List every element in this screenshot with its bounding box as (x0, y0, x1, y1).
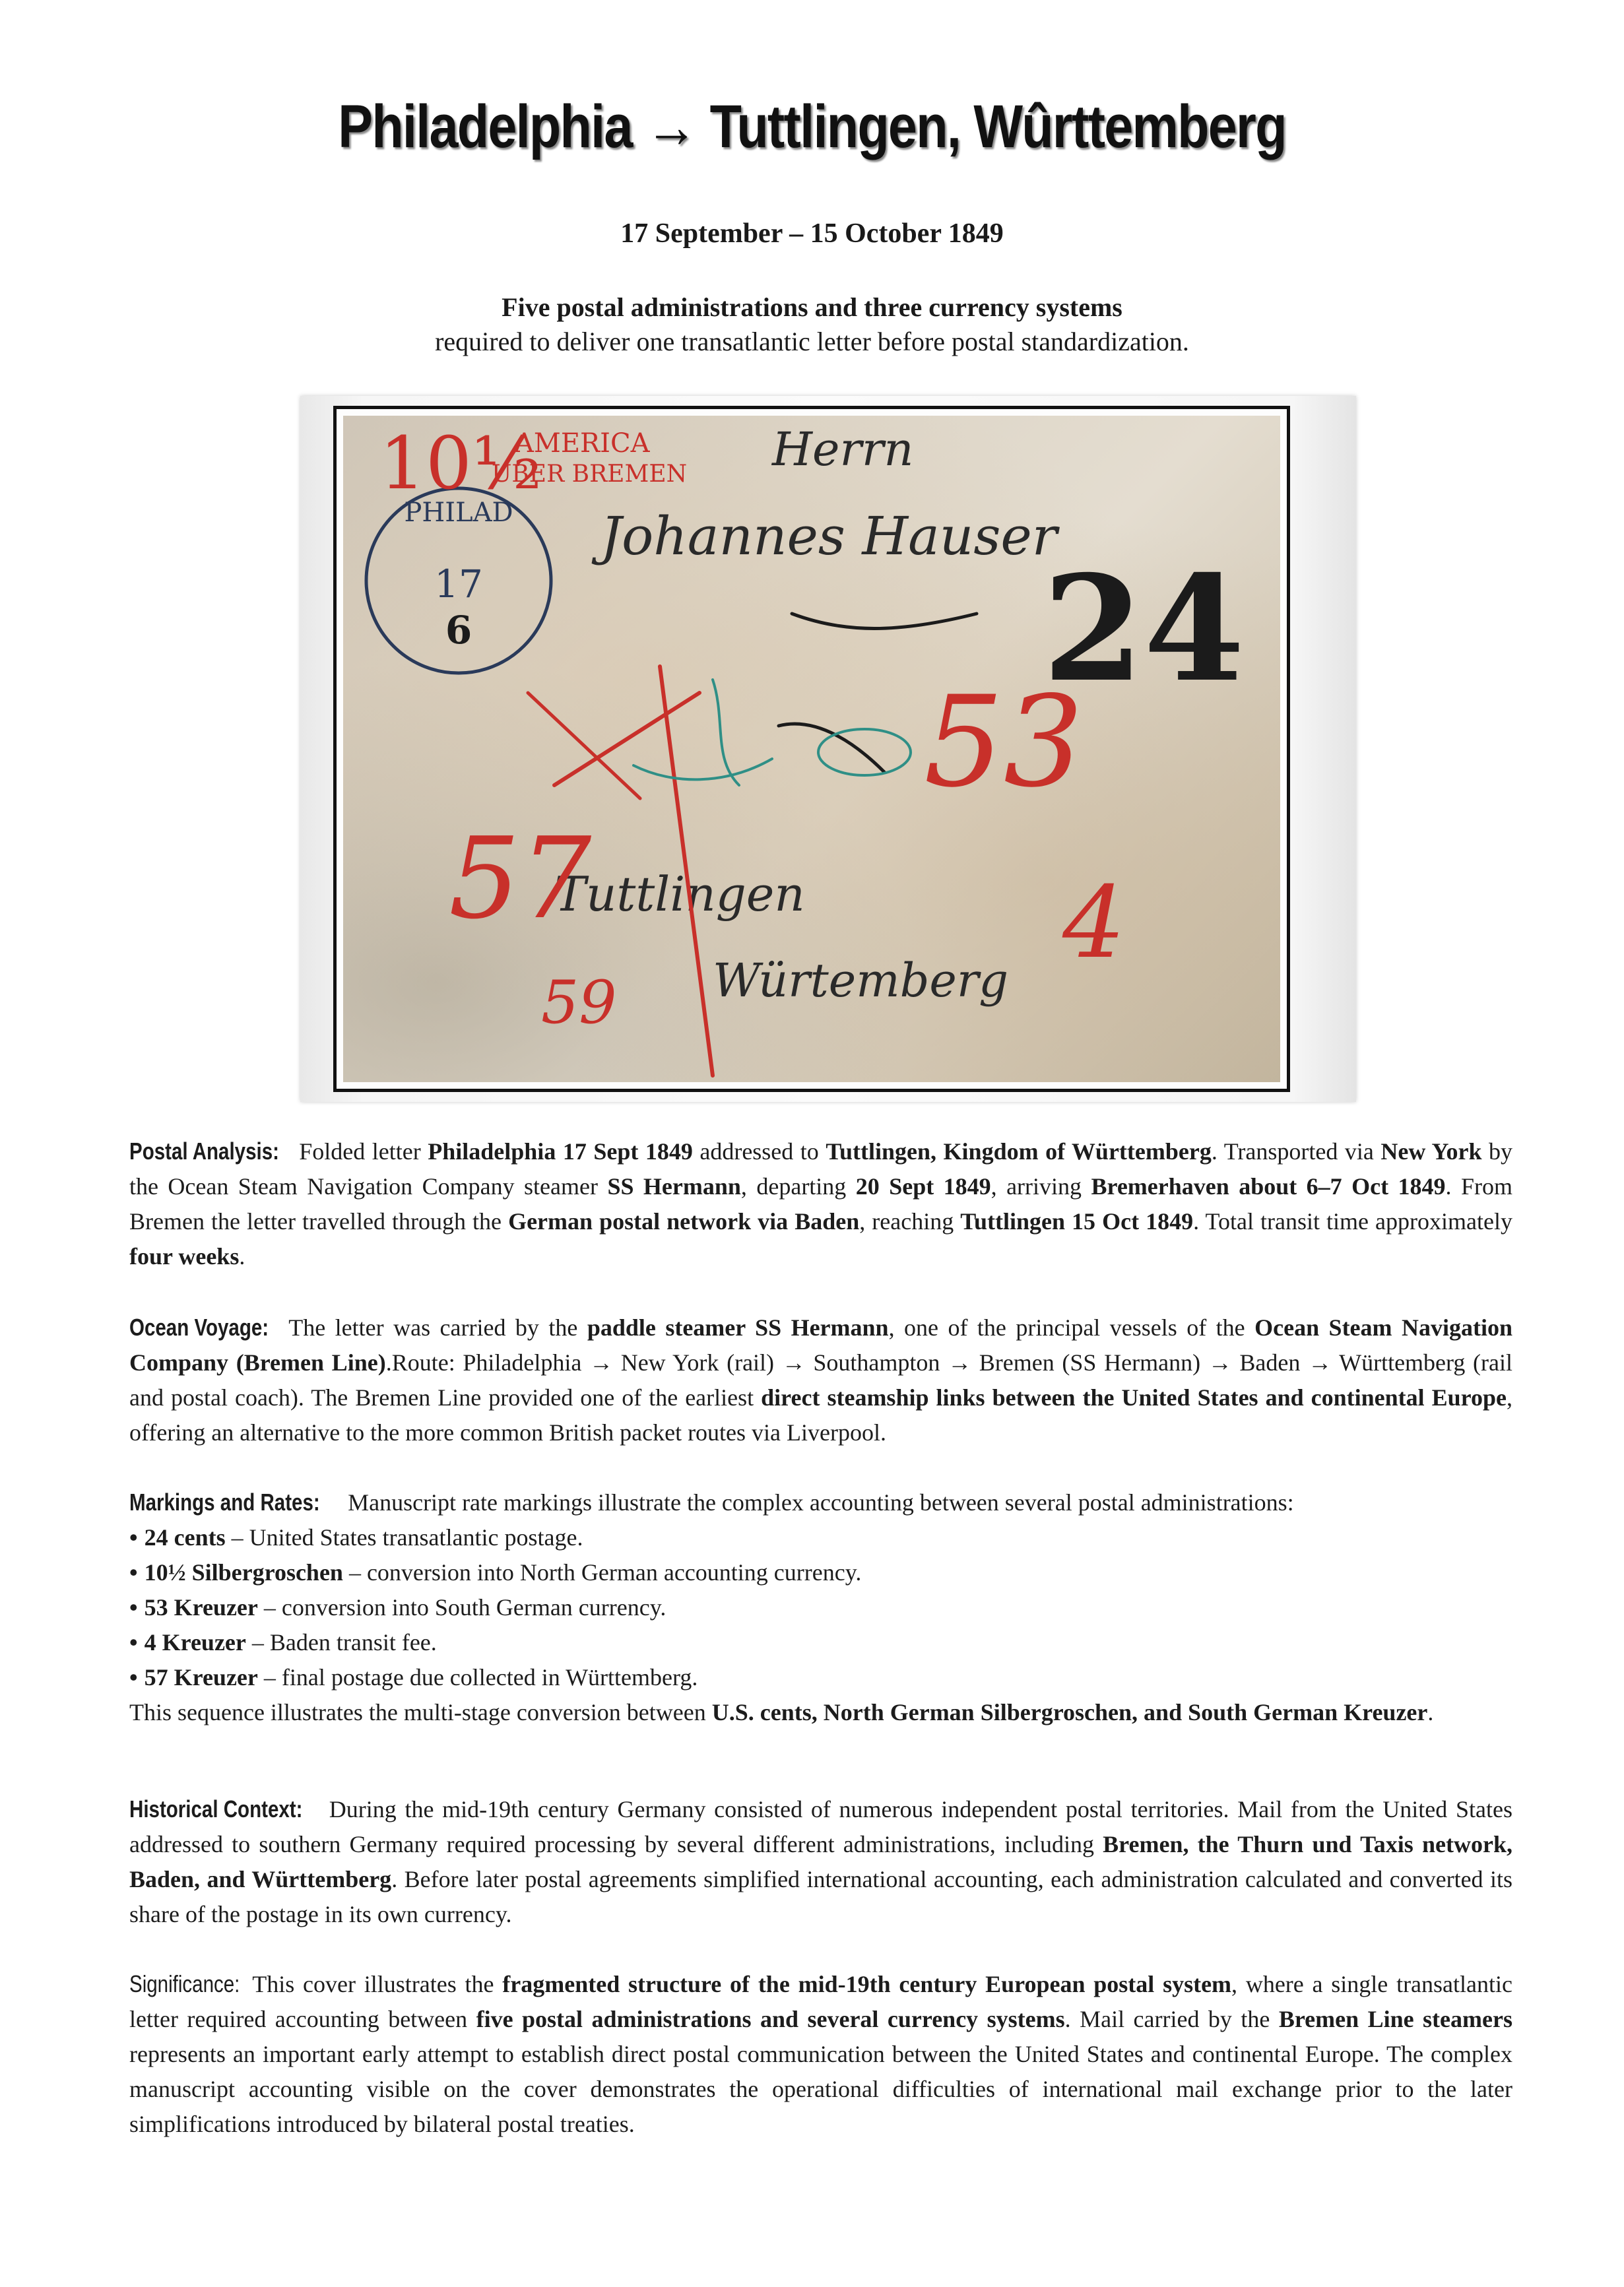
rate-4: 4 (1062, 866, 1126, 981)
bold-text: Bremerhaven about 6–7 Oct 1849 (1091, 1173, 1446, 1200)
text: , where a single transatlantic letter required accounting between (129, 1971, 1512, 2032)
text: Manuscript rate markings illustrate the complex accounting between several postal administrations: (342, 1489, 1294, 1516)
subtitle (0, 290, 1624, 359)
bold-text: five postal administrations and several currency systems (476, 2006, 1065, 2032)
rate-53: 53 (924, 669, 1084, 815)
bold-text: Bremen, the Thurn und Taxis network, Baden, and Württemberg (129, 1831, 1512, 1892)
text: , arriving (991, 1173, 1091, 1200)
rate-desc: – conversion into North German accounting currency. (342, 1559, 862, 1586)
text: . Before later postal agreements simplified international accounting, each administration calculated and converted its share of the postage in its own currency. (129, 1866, 1512, 1927)
markings-rates-heading: Markings and Rates: (129, 1489, 320, 1516)
text: addressed to (692, 1138, 826, 1165)
datestamp (366, 488, 551, 673)
bold-text: four weeks (129, 1243, 240, 1270)
datestamp-town: PHILAD (404, 498, 513, 528)
bold-text: New York (1380, 1138, 1482, 1165)
list-item: • 24 cents – United States transatlantic postage. (129, 1524, 583, 1551)
text: by the Ocean Steam Navigation Company steamer (129, 1138, 1513, 1200)
significance (129, 1966, 1512, 2142)
rate-label: 53 Kreuzer (144, 1594, 258, 1621)
text: represents an important early attempt to establish direct postal communication between the United States and continental Europe. The complex manuscript accounting visible on the cover demonstrates the operational difficulties of international mail exchange prior to the later simplifications introduced by bilateral postal treaties. (129, 2041, 1512, 2137)
text: . Total transit time approximately (1193, 1208, 1512, 1235)
text: Folded letter (292, 1138, 428, 1165)
subtitle-line-2: required to deliver one transatlantic letter before postal standardization. (435, 327, 1189, 356)
text: . From Bremen the letter travelled through the (129, 1173, 1512, 1235)
rate-desc: – conversion into South German currency. (257, 1594, 666, 1621)
postal-analysis (129, 1134, 1512, 1274)
text: This cover illustrates the (244, 1971, 503, 1997)
rate-desc: – Baden transit fee. (245, 1629, 437, 1656)
bold-text: paddle steamer SS Hermann (587, 1314, 889, 1341)
rate-10-half: 10½ (379, 421, 542, 505)
manuscript-place: Tuttlingen (554, 866, 805, 922)
list-item: • 53 Kreuzer – conversion into South German currency. (129, 1594, 666, 1621)
text: , reaching (859, 1208, 961, 1235)
rate-24: 24 (1043, 543, 1245, 714)
text: . Mail carried by the (1064, 2006, 1279, 2032)
ocean-voyage (129, 1310, 1512, 1450)
datestamp-num: 6 (445, 608, 472, 653)
postal-analysis-heading: Postal Analysis: (129, 1138, 279, 1165)
markings-rates (129, 1485, 1512, 1730)
list-item: • 4 Kreuzer – Baden transit fee. (129, 1629, 437, 1656)
rate-59: 59 (541, 968, 617, 1037)
bold-text: U.S. cents, North German Silbergroschen, and South German Kreuzer (711, 1699, 1428, 1725)
bold-text: German postal network via Baden (508, 1208, 860, 1235)
text: This sequence illustrates the multi-stage conversion between (129, 1699, 712, 1725)
via-line-2: UBER BREMEN (492, 461, 688, 488)
rate-label: 10½ Silbergroschen (144, 1559, 343, 1586)
text: , offering an alternative to the more common British packet routes via Liverpool. (129, 1384, 1513, 1446)
rate-57: 57 (449, 814, 592, 944)
text: The letter was carried by the (279, 1314, 587, 1341)
bold-text: fragmented structure of the mid-19th century European postal system (502, 1971, 1232, 1997)
text: . (1427, 1699, 1434, 1725)
bold-text: Tuttlingen 15 Oct 1849 (960, 1208, 1194, 1235)
manuscript-salutation: Herrn (772, 422, 914, 476)
text: , one of the principal vessels of the (888, 1314, 1255, 1341)
bold-text: Tuttlingen, Kingdom of Württemberg (826, 1138, 1212, 1165)
text: . (239, 1243, 245, 1270)
text: . Transported via (1211, 1138, 1381, 1165)
rate-label: 24 cents (144, 1524, 226, 1551)
rate-desc: – United States transatlantic postage. (225, 1524, 583, 1551)
rates-list (129, 1520, 1512, 1695)
text: .Route: Philadelphia → New York (rail) → Southampton → Bremen (SS Hermann) → Baden → Württemberg (rail and postal coach). The Bremen Line provided one of the earliest (129, 1349, 1513, 1411)
bold-text: direct steamship links between the United States and continental Europe (761, 1384, 1507, 1411)
manuscript-state: Würtemberg (713, 953, 1009, 1008)
date-range: 17 September – 15 October 1849 (620, 218, 1004, 249)
page-title: Philadelphia → Tuttlingen, Wûrttemberg (338, 93, 1286, 160)
rate-label: 4 Kreuzer (144, 1629, 246, 1656)
bold-text: SS Hermann (607, 1173, 741, 1200)
bold-text: 20 Sept 1849 (855, 1173, 991, 1200)
rate-desc: – final postage due collected in Württemberg. (257, 1664, 698, 1691)
significance-heading: Significance: (129, 1970, 240, 1997)
subtitle-line-1: Five postal administrations and three currency systems (502, 292, 1122, 322)
bold-text: Philadelphia 17 Sept 1849 (428, 1138, 693, 1165)
list-item: • 10½ Silbergroschen – conversion into North German accounting currency. (129, 1559, 862, 1586)
historical-context-heading: Historical Context: (129, 1795, 303, 1822)
datestamp-day: 17 (434, 562, 483, 606)
text: During the mid-19th century Germany consisted of numerous independent postal territories. Mail from the United States addressed to southern Germany required processing by several different administrations, including (129, 1796, 1512, 1857)
bold-text: Ocean Steam Navigation Company (Bremen Line) (129, 1314, 1512, 1376)
cover-image (343, 416, 1280, 1082)
historical-context (129, 1791, 1512, 1932)
cover-markings (343, 416, 1280, 1082)
via-line-1: AMERICA (515, 428, 650, 459)
list-item: • 57 Kreuzer – final postage due collected in Württemberg. (129, 1664, 698, 1691)
text: , departing (740, 1173, 856, 1200)
bold-text: Bremen Line steamers (1278, 2006, 1512, 2032)
rate-label: 57 Kreuzer (144, 1664, 258, 1691)
manuscript-name: Johannes Hauser (601, 505, 1057, 567)
ocean-voyage-heading: Ocean Voyage: (129, 1314, 269, 1341)
